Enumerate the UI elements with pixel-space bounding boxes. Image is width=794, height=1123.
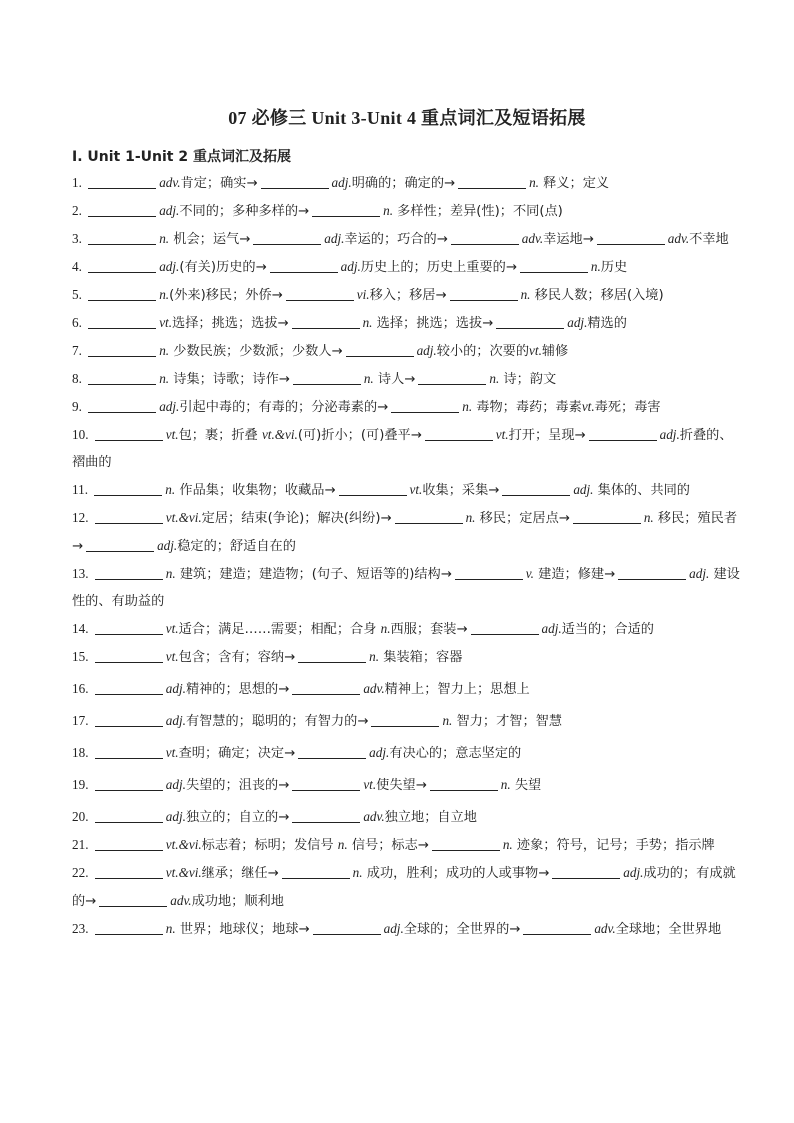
part-of-speech: adj. bbox=[157, 538, 178, 553]
part-of-speech: n. bbox=[500, 777, 511, 792]
part-of-speech: adv. bbox=[170, 893, 192, 908]
vocab-item-17 bbox=[72, 707, 742, 735]
answer-blank[interactable] bbox=[95, 776, 163, 791]
vocab-item-3 bbox=[72, 225, 742, 253]
item-number: 8. bbox=[72, 371, 86, 386]
part-of-speech: adv. bbox=[594, 921, 616, 936]
definition-text: 适当的；合适的 bbox=[561, 622, 654, 637]
answer-blank[interactable] bbox=[88, 230, 156, 245]
definition-text: 有智慧的；聪明的；有智力的→ bbox=[185, 714, 369, 729]
part-of-speech: vt.&vi. bbox=[165, 865, 202, 880]
answer-blank[interactable] bbox=[292, 808, 360, 823]
answer-blank[interactable] bbox=[94, 481, 162, 496]
answer-blank[interactable] bbox=[573, 509, 641, 524]
part-of-speech: adj. bbox=[567, 315, 588, 330]
part-of-speech: adj. bbox=[159, 259, 180, 274]
vocab-item-19 bbox=[72, 771, 742, 799]
part-of-speech: vt. bbox=[159, 315, 173, 330]
part-of-speech: adj. bbox=[165, 681, 186, 696]
definition-text: 信号；标志→ bbox=[347, 838, 429, 853]
part-of-speech: n. bbox=[489, 371, 500, 386]
part-of-speech: adv. bbox=[521, 231, 544, 246]
part-of-speech: n. bbox=[159, 343, 170, 358]
item-number: 10. bbox=[72, 427, 92, 442]
vocab-item-1 bbox=[72, 169, 742, 197]
part-of-speech: n. bbox=[520, 287, 531, 302]
answer-blank[interactable] bbox=[313, 920, 381, 935]
answer-blank[interactable] bbox=[432, 836, 500, 851]
definition-text: (外来)移民；外侨→ bbox=[169, 288, 283, 303]
answer-blank[interactable] bbox=[95, 836, 163, 851]
answer-blank[interactable] bbox=[95, 680, 163, 695]
answer-blank[interactable] bbox=[451, 230, 519, 245]
definition-text: 集体的、共同的 bbox=[593, 483, 690, 498]
answer-blank[interactable] bbox=[293, 370, 361, 385]
answer-blank[interactable] bbox=[286, 286, 354, 301]
answer-blank[interactable] bbox=[471, 620, 539, 635]
definition-text: 较小的；次要的 bbox=[436, 344, 530, 359]
vocab-item-6 bbox=[72, 309, 742, 337]
part-of-speech: n. bbox=[465, 510, 476, 525]
vocab-item-2 bbox=[72, 197, 742, 225]
answer-blank[interactable] bbox=[86, 537, 154, 552]
definition-text: 精神上；智力上；思想上 bbox=[384, 682, 530, 697]
answer-blank[interactable] bbox=[88, 398, 156, 413]
part-of-speech: adv. bbox=[159, 175, 181, 190]
answer-blank[interactable] bbox=[88, 370, 156, 385]
definition-text: 全球地；全世界地 bbox=[615, 922, 722, 937]
document-title: 07 必修三 Unit 3-Unit 4 重点词汇及短语拓展 bbox=[228, 108, 586, 128]
definition-text: 建造；修建→ bbox=[533, 567, 616, 582]
definition-text: 失望 bbox=[510, 778, 542, 793]
item-number: 4. bbox=[72, 259, 86, 274]
answer-blank[interactable] bbox=[455, 565, 523, 580]
answer-blank[interactable] bbox=[253, 230, 321, 245]
vocab-item-9 bbox=[72, 393, 742, 421]
definition-text: 包；裹；折叠 bbox=[178, 428, 262, 443]
part-of-speech: n. bbox=[362, 315, 373, 330]
item-number: 14. bbox=[72, 621, 92, 636]
definition-text: 折叠的、褶曲的 bbox=[72, 428, 733, 470]
part-of-speech: adv. bbox=[363, 681, 385, 696]
answer-blank[interactable] bbox=[292, 680, 360, 695]
answer-blank[interactable] bbox=[95, 808, 163, 823]
part-of-speech: vt. bbox=[363, 777, 377, 792]
definition-text: 释义；定义 bbox=[538, 176, 610, 191]
answer-blank[interactable] bbox=[292, 776, 360, 791]
answer-blank[interactable] bbox=[298, 648, 366, 663]
definition-text: 历史 bbox=[600, 260, 628, 275]
answer-blank[interactable] bbox=[418, 370, 486, 385]
definition-text: 幸运的；巧合的→ bbox=[344, 232, 448, 247]
definition-text: 定居；结束(争论)；解决(纠纷)→ bbox=[201, 511, 392, 526]
part-of-speech: v. bbox=[525, 566, 534, 581]
answer-blank[interactable] bbox=[88, 258, 156, 273]
definition-text: 精选的 bbox=[587, 316, 627, 331]
part-of-speech: n. bbox=[462, 399, 473, 414]
answer-blank[interactable] bbox=[339, 481, 407, 496]
item-number: 16. bbox=[72, 681, 92, 696]
answer-blank[interactable] bbox=[95, 620, 163, 635]
definition-text: 西服；套装→ bbox=[390, 622, 468, 637]
part-of-speech: vt. bbox=[409, 482, 423, 497]
part-of-speech: adj. bbox=[165, 809, 186, 824]
definition-text: 不幸地 bbox=[689, 232, 729, 247]
part-of-speech: adj. bbox=[340, 259, 361, 274]
part-of-speech: vt.&vi. bbox=[261, 427, 298, 442]
answer-blank[interactable] bbox=[346, 342, 414, 357]
item-number: 21. bbox=[72, 837, 92, 852]
part-of-speech: vt.&vi. bbox=[165, 510, 202, 525]
definition-text: 世界；地球仪；地球→ bbox=[175, 922, 310, 937]
definition-text: 精神的；思想的→ bbox=[185, 682, 290, 697]
vocab-item-11 bbox=[72, 476, 742, 504]
definition-text: 机会；运气→ bbox=[169, 232, 251, 247]
answer-blank[interactable] bbox=[88, 342, 156, 357]
definition-text: 包含；含有；容纳→ bbox=[178, 650, 296, 665]
vocab-item-15 bbox=[72, 643, 742, 671]
answer-blank[interactable] bbox=[88, 286, 156, 301]
answer-blank[interactable] bbox=[298, 744, 366, 759]
part-of-speech: adj. bbox=[541, 621, 562, 636]
part-of-speech: vt.&vi. bbox=[165, 837, 202, 852]
answer-blank[interactable] bbox=[95, 565, 163, 580]
answer-blank[interactable] bbox=[450, 286, 518, 301]
answer-blank[interactable] bbox=[261, 174, 329, 189]
part-of-speech: vt. bbox=[165, 427, 179, 442]
definition-text: 独立地；自立地 bbox=[384, 810, 477, 825]
part-of-speech: n. bbox=[352, 865, 363, 880]
answer-blank[interactable] bbox=[597, 230, 665, 245]
part-of-speech: n. bbox=[502, 837, 513, 852]
part-of-speech: n. bbox=[165, 566, 176, 581]
answer-blank[interactable] bbox=[425, 426, 493, 441]
definition-text: 少数民族；少数派；少数人→ bbox=[169, 344, 343, 359]
vocab-item-12 bbox=[72, 504, 742, 560]
part-of-speech: adj. bbox=[383, 921, 404, 936]
answer-blank[interactable] bbox=[99, 892, 167, 907]
part-of-speech: n. bbox=[159, 287, 170, 302]
item-number: 3. bbox=[72, 231, 86, 246]
item-number: 19. bbox=[72, 777, 92, 792]
part-of-speech: adj. bbox=[165, 777, 186, 792]
definition-text: 辅修 bbox=[541, 344, 569, 359]
item-number: 18. bbox=[72, 745, 92, 760]
definition-text: 不同的；多种多样的→ bbox=[179, 204, 310, 219]
part-of-speech: vt. bbox=[495, 427, 509, 442]
part-of-speech: n. bbox=[529, 175, 539, 190]
part-of-speech: n. bbox=[442, 713, 453, 728]
definition-text: 使失望→ bbox=[376, 778, 427, 793]
definition-text: 移民；定居点→ bbox=[475, 511, 570, 526]
definition-text: 成功，胜利；成功的人或事物→ bbox=[362, 866, 550, 881]
part-of-speech: adj. bbox=[416, 343, 437, 358]
definition-text: 收集；采集→ bbox=[422, 483, 500, 498]
vocab-item-5 bbox=[72, 281, 742, 309]
answer-blank[interactable] bbox=[95, 864, 163, 879]
definition-text: 诗；韵文 bbox=[499, 372, 557, 387]
definition-text: 全球的；全世界的→ bbox=[403, 922, 521, 937]
item-number: 11. bbox=[72, 482, 92, 497]
part-of-speech: adj. bbox=[165, 713, 186, 728]
definition-text: 失望的；沮丧的→ bbox=[185, 778, 290, 793]
vocab-item-22 bbox=[72, 859, 742, 915]
part-of-speech: n. bbox=[165, 921, 176, 936]
definition-text: 成功地；顺利地 bbox=[191, 894, 284, 909]
answer-blank[interactable] bbox=[88, 314, 156, 329]
part-of-speech: vt. bbox=[165, 649, 179, 664]
answer-blank[interactable] bbox=[95, 920, 163, 935]
definition-text: 移民人数；移居(入境) bbox=[530, 288, 664, 303]
vocab-item-21 bbox=[72, 831, 742, 859]
part-of-speech: n. bbox=[380, 621, 391, 636]
vocab-item-20 bbox=[72, 803, 742, 831]
answer-blank[interactable] bbox=[589, 426, 657, 441]
answer-blank[interactable] bbox=[520, 258, 588, 273]
definition-text: 稳定的；舒适自在的 bbox=[177, 539, 296, 554]
definition-text: (可)折小；(可)叠平→ bbox=[297, 428, 422, 443]
item-number: 13. bbox=[72, 566, 92, 581]
item-number: 12. bbox=[72, 510, 92, 525]
definition-text: 多样性；差异(性)；不同(点) bbox=[392, 204, 563, 219]
definition-text: 移入；移居→ bbox=[369, 288, 447, 303]
item-number: 15. bbox=[72, 649, 92, 664]
vocab-item-7 bbox=[72, 337, 742, 365]
definition-text: 继承；继任→ bbox=[201, 866, 279, 881]
item-number: 23. bbox=[72, 921, 92, 936]
part-of-speech: adj. bbox=[159, 399, 180, 414]
part-of-speech: n. bbox=[363, 371, 374, 386]
item-number: 6. bbox=[72, 315, 86, 330]
item-number: 2. bbox=[72, 203, 86, 218]
part-of-speech: n. bbox=[383, 203, 393, 218]
definition-text: 肯定；确实→ bbox=[180, 176, 258, 191]
vocab-item-23 bbox=[72, 915, 742, 943]
definition-text: 诗集；诗歌；诗作→ bbox=[169, 372, 290, 387]
answer-blank[interactable] bbox=[292, 314, 360, 329]
definition-text: 移民；殖民者→ bbox=[72, 511, 738, 554]
vocab-item-16 bbox=[72, 675, 742, 703]
definition-text: 适合；满足……需要；相配；合身 bbox=[178, 622, 381, 637]
item-number: 17. bbox=[72, 713, 92, 728]
part-of-speech: adj. bbox=[331, 175, 352, 190]
part-of-speech: n. bbox=[369, 649, 380, 664]
item-number: 20. bbox=[72, 809, 92, 824]
part-of-speech: n. bbox=[590, 259, 601, 274]
part-of-speech: n. bbox=[643, 510, 654, 525]
vocab-item-4 bbox=[72, 253, 742, 281]
definition-text: 迹象；符号，记号；手势；指示牌 bbox=[512, 838, 715, 853]
answer-blank[interactable] bbox=[502, 481, 570, 496]
part-of-speech: adj. bbox=[623, 865, 644, 880]
part-of-speech: adj. bbox=[369, 745, 390, 760]
answer-blank[interactable] bbox=[618, 565, 686, 580]
answer-blank[interactable] bbox=[95, 426, 163, 441]
answer-blank[interactable] bbox=[95, 509, 163, 524]
part-of-speech: n. bbox=[159, 371, 170, 386]
answer-blank[interactable] bbox=[312, 202, 380, 217]
answer-blank[interactable] bbox=[391, 398, 459, 413]
definition-text: 引起中毒的；有毒的；分泌毒素的→ bbox=[179, 400, 389, 415]
definition-text: 历史上的；历史上重要的→ bbox=[360, 260, 517, 275]
answer-blank[interactable] bbox=[523, 920, 591, 935]
answer-blank[interactable] bbox=[496, 314, 564, 329]
part-of-speech: adj. bbox=[324, 231, 345, 246]
answer-blank[interactable] bbox=[88, 202, 156, 217]
part-of-speech: adj. bbox=[573, 482, 594, 497]
definition-text: 建筑；建造；建造物；(句子、短语等的)结构→ bbox=[175, 567, 452, 582]
definition-text: 成功的；有成就的→ bbox=[72, 866, 736, 909]
definition-text: 有决心的；意志坚定的 bbox=[389, 746, 522, 761]
definition-text: 建设性的、有助益的 bbox=[72, 567, 740, 609]
answer-blank[interactable] bbox=[395, 509, 463, 524]
part-of-speech: vt. bbox=[165, 745, 179, 760]
part-of-speech: n. bbox=[159, 231, 170, 246]
answer-blank[interactable] bbox=[552, 864, 620, 879]
answer-blank[interactable] bbox=[282, 864, 350, 879]
answer-blank[interactable] bbox=[95, 712, 163, 727]
part-of-speech: vi. bbox=[356, 287, 370, 302]
definition-text: 选择；挑选；选拔→ bbox=[372, 316, 494, 331]
definition-text: 查明；确定；决定→ bbox=[178, 746, 296, 761]
definition-text: 打开；呈现→ bbox=[508, 428, 586, 443]
part-of-speech: adv. bbox=[363, 809, 385, 824]
definition-text: 标志着；标明；发信号 bbox=[201, 838, 338, 853]
definition-text: 明确的；确定的→ bbox=[351, 176, 456, 191]
answer-blank[interactable] bbox=[371, 712, 439, 727]
vocab-item-13 bbox=[72, 560, 742, 615]
item-number: 5. bbox=[72, 287, 86, 302]
answer-blank[interactable] bbox=[430, 776, 498, 791]
item-number: 9. bbox=[72, 399, 86, 414]
section-heading: I. Unit 1-Unit 2 重点词汇及拓展 bbox=[72, 149, 291, 165]
part-of-speech: adv. bbox=[667, 231, 690, 246]
vocab-item-18 bbox=[72, 739, 742, 767]
part-of-speech: adj. bbox=[659, 427, 680, 442]
item-number: 1. bbox=[72, 175, 86, 190]
part-of-speech: n. bbox=[337, 837, 348, 852]
definition-text: 智力；才智；智慧 bbox=[452, 714, 563, 729]
answer-blank[interactable] bbox=[95, 744, 163, 759]
definition-text: 选择；挑选；选拔→ bbox=[172, 316, 289, 331]
definition-text: 独立的；自立的→ bbox=[185, 810, 290, 825]
answer-blank[interactable] bbox=[88, 174, 156, 189]
part-of-speech: vt. bbox=[165, 621, 179, 636]
definition-text: 毒物；毒药；毒素 bbox=[472, 400, 582, 415]
vocab-item-8 bbox=[72, 365, 742, 393]
part-of-speech: adj. bbox=[159, 203, 180, 218]
item-number: 7. bbox=[72, 343, 86, 358]
item-number: 22. bbox=[72, 865, 92, 880]
definition-text: 集装箱；容器 bbox=[379, 650, 463, 665]
definition-text: (有关)历史的→ bbox=[179, 260, 267, 275]
definition-text: 诗人→ bbox=[373, 372, 416, 387]
vocabulary-list bbox=[72, 169, 742, 943]
definition-text: 作品集；收集物；收藏品→ bbox=[175, 483, 336, 498]
definition-text: 幸运地→ bbox=[543, 232, 594, 247]
answer-blank[interactable] bbox=[270, 258, 338, 273]
vocab-item-10 bbox=[72, 421, 742, 476]
answer-blank[interactable] bbox=[458, 174, 526, 189]
definition-text: 毒死；毒害 bbox=[594, 400, 661, 415]
vocab-item-14 bbox=[72, 615, 742, 643]
part-of-speech: vt. bbox=[529, 343, 542, 358]
part-of-speech: vt. bbox=[581, 399, 595, 414]
answer-blank[interactable] bbox=[95, 648, 163, 663]
part-of-speech: n. bbox=[165, 482, 176, 497]
part-of-speech: adj. bbox=[689, 566, 710, 581]
